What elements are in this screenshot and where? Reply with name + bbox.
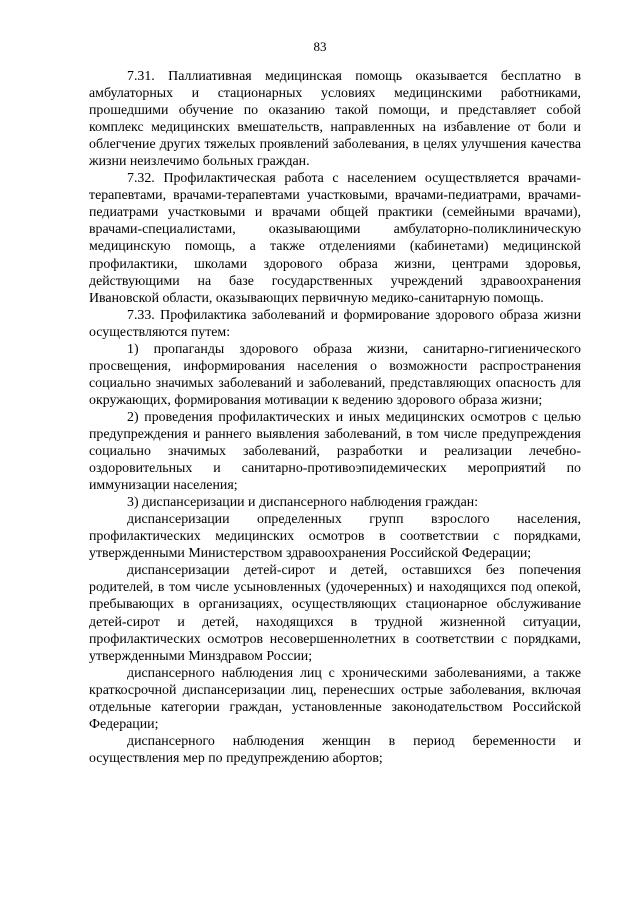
subitem-orphan-screening: диспансеризации детей-сирот и детей, оставшихся без попечения родителей, в том числе усыновленных (удочеренных) и находящихся под опекой, пребывающих в организациях, осуществляющих стационарное обслуживание детей-сирот и детей, находящихся в трудной жизненной ситуации, профилактических осмотров несовершеннолетних в соответствии с порядками, утвержденными Минздравом России; xyxy=(89,563,581,664)
list-item-2: 2) проведения профилактических и иных медицинских осмотров с целью предупреждения и раннего выявления заболеваний, в том числе предупреждения социально значимых заболеваний, разработки и реализации лечебно-оздоровительных и санитарно-противоэпидемических мероприятий по иммунизации населения; xyxy=(89,409,581,494)
document-body xyxy=(89,68,581,767)
paragraph-7-32: 7.32. Профилактическая работа с населением осуществляется врачами-терапевтами, врачами-терапевтами участковыми, врачами-педиатрами, врачами-педиатрами участковыми и врачами общей практики (семейными врачами), врачами-специалистами, оказывающими амбулаторно-поликлиническую медицинскую помощь, а также отделениями (кабинетами) медицинской профилактики, школами здорового образа жизни, центрами здоровья, действующими на базе государственных учреждений здравоохранения Ивановской области, оказывающих первичную медико-санитарную помощь. xyxy=(89,171,581,306)
page-number: 83 xyxy=(313,39,327,54)
subitem-adult-screening: диспансеризации определенных групп взрослого населения, профилактических медицинских осмотров в соответствии с порядками, утвержденными Министерством здравоохранения Российской Федерации; xyxy=(89,512,581,562)
paragraph-7-33: 7.33. Профилактика заболеваний и формирование здорового образа жизни осуществляются путем: xyxy=(89,307,581,340)
paragraph-7-31: 7.31. Паллиативная медицинская помощь оказывается бесплатно в амбулаторных и стационарных условиях медицинскими работниками, прошедшими обучение по оказанию такой помощи, и представляет собой комплекс медицинских вмешательств, направленных на избавление от боли и облегчение других тяжелых проявлений заболевания, в целях улучшения качества жизни неизлечимо больных граждан. xyxy=(89,69,581,170)
subitem-chronic-observation: диспансерного наблюдения лиц с хроническими заболеваниями, а также краткосрочной диспансеризации лиц, перенесших острые заболевания, включая отдельные категории граждан, установленные законодательством Российской Федерации; xyxy=(89,665,581,732)
subitem-pregnancy-observation: диспансерного наблюдения женщин в период беременности и осуществления мер по предупреждению абортов; xyxy=(89,733,581,766)
list-item-1: 1) пропаганды здорового образа жизни, санитарно-гигиенического просвещения, информирования населения о возможности распространения социально значимых заболеваний и заболеваний, представляющих опасность для окружающих, формирования мотивации к ведению здорового образа жизни; xyxy=(89,341,581,408)
list-item-3: 3) диспансеризации и диспансерного наблюдения граждан: xyxy=(127,495,479,511)
